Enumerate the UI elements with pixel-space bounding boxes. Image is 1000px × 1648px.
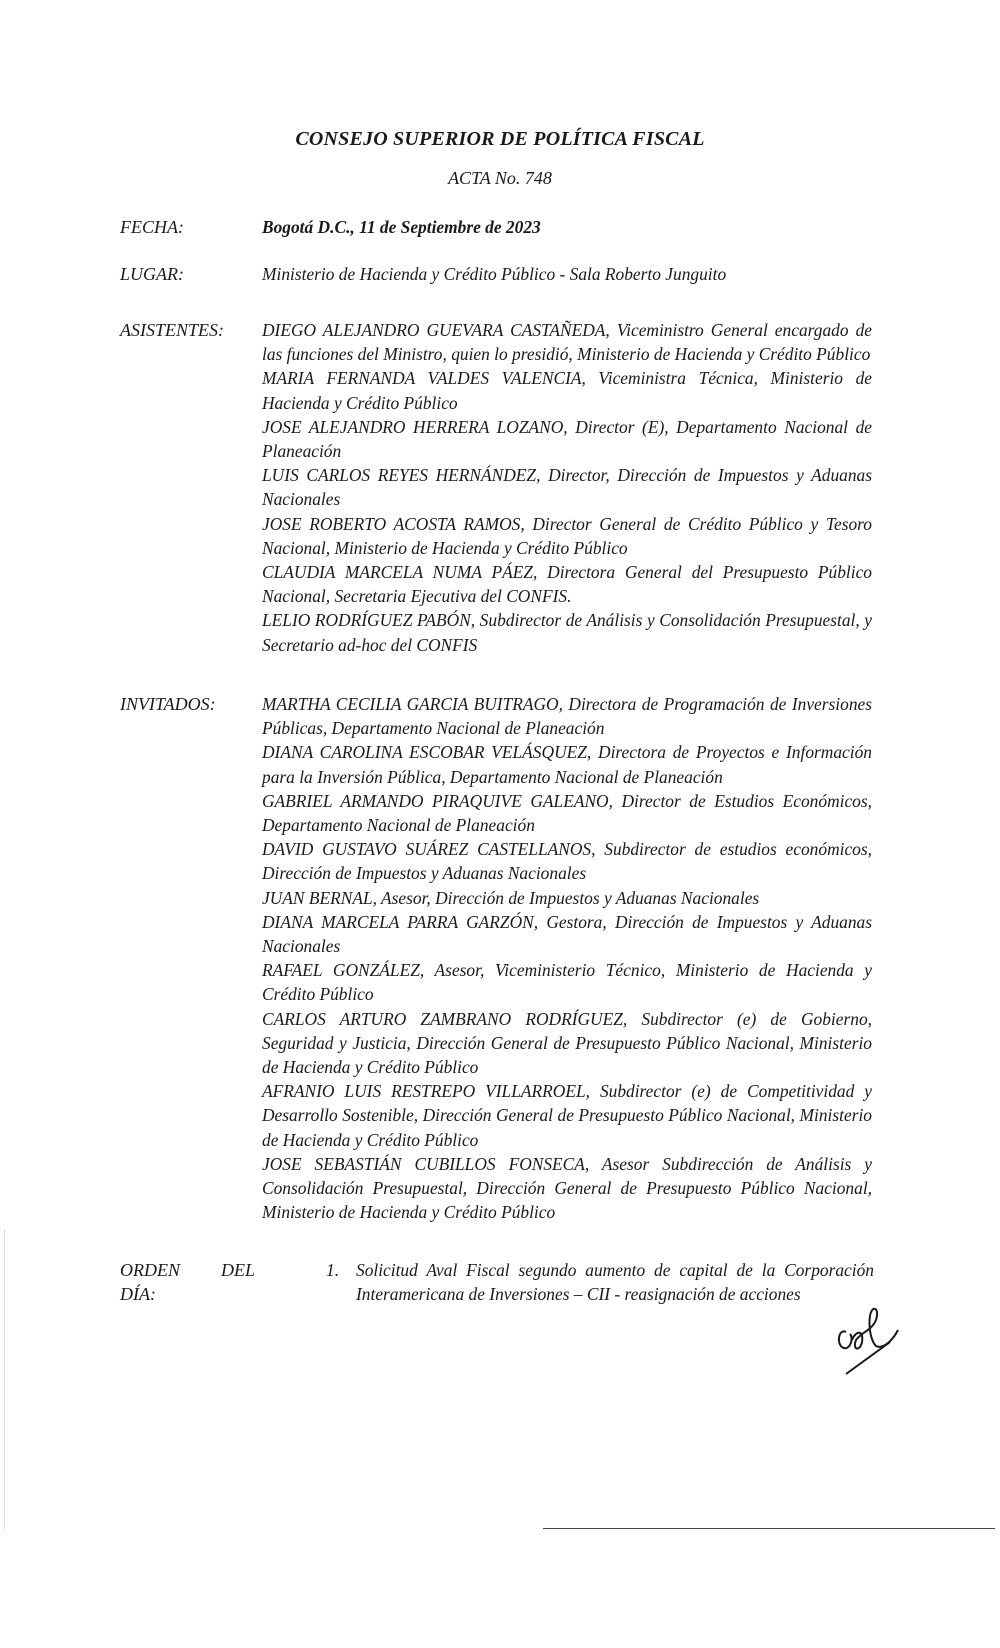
orden-item-number: 1. bbox=[326, 1260, 340, 1280]
invitados-list bbox=[262, 692, 872, 1224]
invitado-entry: DIANA MARCELA PARRA GARZÓN, Gestora, Dirección de Impuestos y Aduanas Nacionales bbox=[262, 911, 872, 957]
invitado-entry: JUAN BERNAL, Asesor, Dirección de Impuestos y Aduanas Nacionales bbox=[262, 887, 760, 908]
footer-divider bbox=[543, 1528, 995, 1529]
asistente-entry: LELIO RODRÍGUEZ PABÓN, Subdirector de Análisis y Consolidación Presupuestal, y Secretario ad-hoc del CONFIS bbox=[262, 610, 872, 655]
invitado-entry: JOSE SEBASTIÁN CUBILLOS FONSECA, Asesor Subdirección de Análisis y Consolidación Presupuestal, Dirección General de Presupuesto Público Nacional, Ministerio de Hacienda y Crédito Público bbox=[262, 1153, 872, 1223]
invitado-entry: CARLOS ARTURO ZAMBRANO RODRÍGUEZ, Subdirector (e) de Gobierno, Seguridad y Justicia, Dirección General de Presupuesto Público Nacional, Ministerio de Hacienda y Crédito Público bbox=[262, 1008, 872, 1078]
fecha-value: Bogotá D.C., 11 de Septiembre de 2023 bbox=[262, 217, 541, 237]
asistente-entry: CLAUDIA MARCELA NUMA PÁEZ, Directora General del Presupuesto Público Nacional, Secretaria Ejecutiva del CONFIS. bbox=[262, 562, 872, 607]
acta-number: ACTA No. 748 bbox=[448, 168, 552, 188]
asistente-entry: LUIS CARLOS REYES HERNÁNDEZ, Director, Dirección de Impuestos y Aduanas Nacionales bbox=[262, 465, 872, 510]
fecha-label: FECHA: bbox=[120, 217, 184, 237]
invitado-entry: DAVID GUSTAVO SUÁREZ CASTELLANOS, Subdirector de estudios económicos, Dirección de Impuestos y Aduanas Nacionales bbox=[262, 839, 872, 884]
orden-del-dia-label: ORDEN DEL DÍA: bbox=[120, 1260, 255, 1305]
asistente-entry: DIEGO ALEJANDRO GUEVARA CASTAÑEDA, Viceministro General encargado de las funciones del Ministro, quien lo presidió, Ministerio de Hacienda y Crédito Público bbox=[262, 320, 872, 365]
invitado-entry: AFRANIO LUIS RESTREPO VILLARROEL, Subdirector (e) de Competitividad y Desarrollo Sostenible, Dirección General de Presupuesto Público Nacional, Ministerio de Hacienda y Crédito Público bbox=[262, 1081, 872, 1150]
handwritten-signature-icon bbox=[832, 1290, 912, 1380]
lugar-label: LUGAR: bbox=[120, 264, 184, 284]
document-title: CONSEJO SUPERIOR DE POLÍTICA FISCAL bbox=[295, 128, 705, 150]
invitado-entry: DIANA CAROLINA ESCOBAR VELÁSQUEZ, Directora de Proyectos e Información para la Inversión Pública, Departamento Nacional de Planeación bbox=[262, 742, 872, 787]
invitado-entry: GABRIEL ARMANDO PIRAQUIVE GALEANO, Director de Estudios Económicos, Departamento Nacional de Planeación bbox=[262, 790, 872, 836]
invitado-entry: MARTHA CECILIA GARCIA BUITRAGO, Directora de Programación de Inversiones Públicas, Departamento Nacional de Planeación bbox=[262, 694, 872, 739]
scan-margin-artifact bbox=[4, 1230, 5, 1530]
orden-del-dia-list bbox=[326, 1258, 874, 1306]
invitado-entry: RAFAEL GONZÁLEZ, Asesor, Viceministerio Técnico, Ministerio de Hacienda y Crédito Público bbox=[262, 960, 872, 1005]
asistente-entry: JOSE ROBERTO ACOSTA RAMOS, Director General de Crédito Público y Tesoro Nacional, Ministerio de Hacienda y Crédito Público bbox=[262, 513, 872, 558]
invitados-label: INVITADOS: bbox=[120, 694, 216, 714]
asistente-entry: JOSE ALEJANDRO HERRERA LOZANO, Director (E), Departamento Nacional de Planeación bbox=[262, 416, 872, 462]
asistentes-list bbox=[262, 318, 872, 657]
asistentes-label: ASISTENTES: bbox=[120, 320, 225, 340]
orden-item bbox=[326, 1258, 874, 1306]
lugar-value: Ministerio de Hacienda y Crédito Público - Sala Roberto Junguito bbox=[262, 264, 727, 284]
asistente-entry: MARIA FERNANDA VALDES VALENCIA, Viceministra Técnica, Ministerio de Hacienda y Crédito Público bbox=[262, 368, 872, 413]
orden-item-text: Solicitud Aval Fiscal segundo aumento de capital de la Corporación Interamericana de Inversiones – CII - reasignación de acciones bbox=[356, 1260, 874, 1305]
